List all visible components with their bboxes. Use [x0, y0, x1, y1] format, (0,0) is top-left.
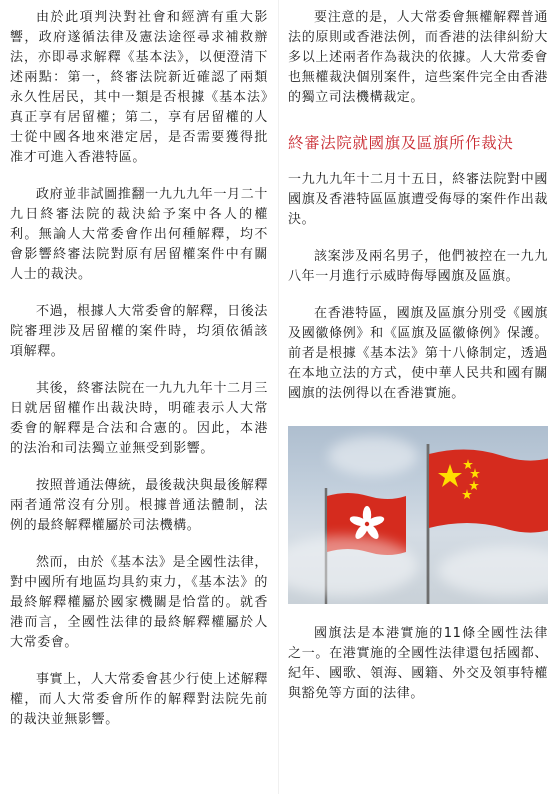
left-column: [10, 0, 268, 730]
photo-caption: 國旗法是本港實施的11條全國性法律之一。在港實施的全國性法律還包括國都、紀年、國歌、領海、國籍、外交及領事特權與豁免等方面的法律。: [288, 626, 548, 701]
paragraph: 該案涉及兩名男子，他們被控在一九九八年一月進行示威時侮辱國旗及區旗。: [288, 249, 548, 284]
section-heading: 終審法院就國旗及區旗所作裁決: [288, 134, 514, 152]
paragraph: 政府並非試圖推翻一九九九年一月二十九日終審法院的裁決給予案中各人的權利。無論人大常委會作出何種解釋，均不會影響終審法院對原有居留權案件中有關人士的裁決。: [10, 187, 268, 282]
paragraph: 在香港特區，國旗及區旗分別受《國旗及國徽條例》和《區旗及區徽條例》保護。前者是根據《基本法》第十八條制定，透過在本地立法的方式，使中華人民共和國有關國旗的法例得以在香港實施。: [288, 306, 548, 401]
paragraph: 一九九九年十二月十五日，終審法院對中國國旗及香港特區區旗遭受侮辱的案件作出裁決。: [288, 172, 548, 227]
right-column: [288, 0, 548, 704]
paragraph: 事實上，人大常委會甚少行使上述解釋權，而人大常委會所作的解釋對法院先前的裁決並無影響。: [10, 672, 268, 727]
paragraph: 其後，終審法院在一九九九年十二月三日就居留權作出裁決時，明確表示人大常委會的解釋是合法和合憲的。因此，本港的法治和司法獨立並無受到影響。: [10, 381, 268, 456]
paragraph: 然而，由於《基本法》是全國性法律，對中國所有地區均具約束力，《基本法》的最終解釋權屬於國家機關是恰當的。就香港而言，全國性法律的最終解釋權屬於人大常委會。: [10, 555, 268, 650]
column-divider: [278, 0, 279, 794]
flags-photo: [288, 426, 548, 604]
paragraph: 由於此項判決對社會和經濟有重大影響，政府遂循法律及憲法途徑尋求補救辦法，亦即尋求解釋《基本法》，以便澄清下述兩點：第一，終審法院新近確認了兩類永久性居民，其中一類是否根據《基本法》真正享有居留權；第二，享有居留權的人士從中國各地來港定居，是否需要獲得批准才可進入香港特區。: [10, 10, 268, 165]
paragraph: 要注意的是，人大常委會無權解釋普通法的原則或香港法例，而香港的法律糾紛大多以上述兩者作為裁決的依據。人大常委會也無權裁決個別案件，這些案件完全由香港的獨立司法機構裁定。: [288, 10, 548, 105]
paragraph: 按照普通法傳統，最後裁決與最後解釋兩者通常沒有分別。根據普通法體制，法例的最終解釋權屬於司法機構。: [10, 478, 268, 533]
paragraph: 不過，根據人大常委會的解釋，日後法院審理涉及居留權的案件時，均須依循該項解釋。: [10, 304, 268, 359]
